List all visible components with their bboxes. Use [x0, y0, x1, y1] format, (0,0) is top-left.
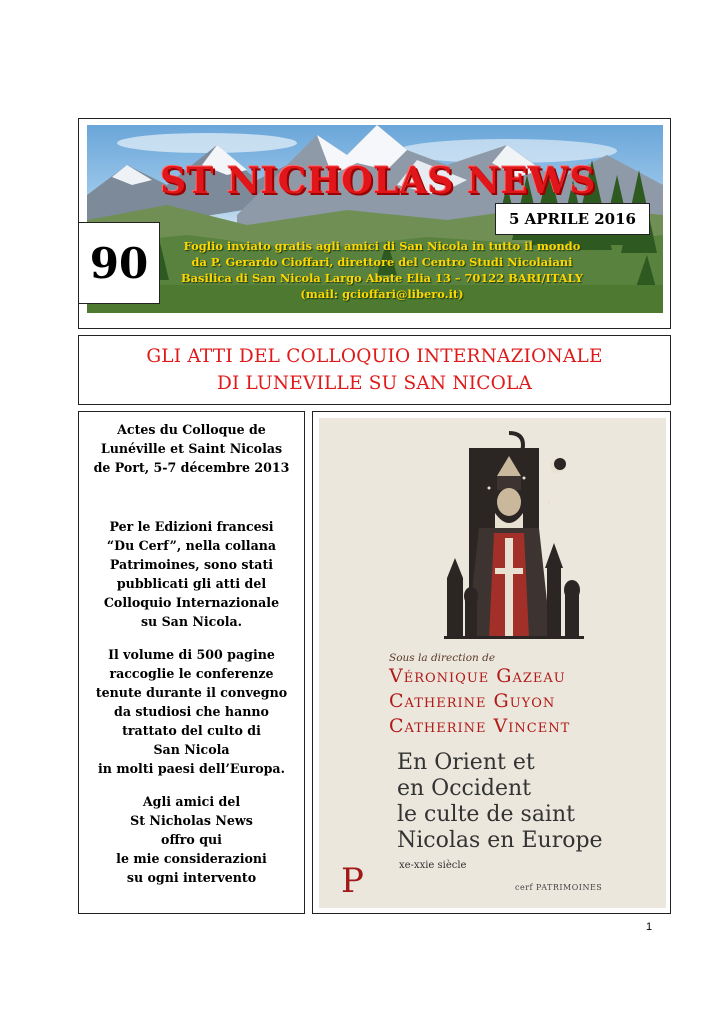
- newsletter-title: ST NICHOLAS NEWS: [160, 160, 596, 202]
- article-paragraph: [79, 517, 304, 631]
- article-text-column: [78, 411, 305, 914]
- text-line: le mie considerazioni: [116, 851, 267, 866]
- publisher-info-line: Foglio inviato gratis agli amici di San Nicola in tutto il mondo: [183, 239, 581, 253]
- text-line: trattato del culto di: [122, 723, 261, 738]
- publisher-info-line: Basilica di San Nicola Largo Abate Elia 13 – 70122 BARI/ITALY: [181, 271, 583, 285]
- headline-line: DI LUNEVILLE SU SAN NICOLA: [216, 373, 533, 394]
- contact-email[interactable]: (mail: gcioffari@libero.it): [300, 287, 464, 301]
- book-editor-name: Catherine Vincent: [389, 715, 571, 737]
- text-line: tenute durante il convegno: [95, 685, 288, 700]
- text-line: St Nicholas News: [130, 813, 253, 828]
- text-line: pubblicati gli atti del: [116, 576, 267, 591]
- issue-number: 90: [78, 222, 160, 304]
- book-cover-image: [319, 418, 666, 908]
- text-line: Per le Edizioni francesi: [109, 519, 274, 534]
- text-line: de Port, 5-7 décembre 2013: [93, 460, 290, 475]
- publisher-info: [162, 238, 602, 302]
- text-line: raccoglie le conferenze: [109, 666, 274, 681]
- text-line: Agli amici del: [142, 794, 241, 809]
- book-title-line: le culte de saint: [397, 802, 575, 827]
- text-line: Actes du Colloque de: [117, 422, 266, 437]
- headline-line: GLI ATTI DEL COLLOQUIO INTERNAZIONALE: [146, 346, 603, 367]
- book-title-line: En Orient et: [397, 750, 535, 775]
- book-editors-label: Sous la direction de: [389, 652, 496, 664]
- book-editor-name: Catherine Guyon: [389, 690, 556, 712]
- publisher-logo-icon: P: [341, 861, 364, 901]
- book-title-line: en Occident: [397, 776, 532, 801]
- article-paragraph: [79, 645, 304, 778]
- text-line: Colloquio Internazionale: [103, 595, 280, 610]
- book-editor-name: Véronique Gazeau: [389, 665, 566, 687]
- book-title-line: Nicolas en Europe: [397, 828, 603, 853]
- text-line: Lunéville et Saint Nicolas: [100, 441, 283, 456]
- issue-date: 5 APRILE 2016: [495, 203, 650, 235]
- text-line: su San Nicola.: [140, 614, 243, 629]
- publisher-info-line: da P. Gerardo Cioffari, direttore del Centro Studi Nicolaiani: [191, 255, 573, 269]
- text-line: San Nicola: [153, 742, 230, 757]
- book-publisher: cerf PATRIMOINES: [515, 883, 603, 892]
- text-line: “Du Cerf”, nella collana: [106, 538, 277, 553]
- text-line: da studiosi che hanno: [114, 704, 269, 719]
- conference-reference: [79, 420, 304, 477]
- book-century-range: xe-xxie siècle: [399, 860, 467, 871]
- text-line: su ogni intervento: [126, 870, 257, 885]
- text-line: Patrimoines, sono stati: [109, 557, 274, 572]
- text-line: Il volume di 500 pagine: [108, 647, 275, 662]
- page-number: 1: [646, 921, 653, 933]
- text-line: offro qui: [161, 832, 222, 847]
- article-headline: [78, 335, 671, 405]
- article-paragraph: [79, 792, 304, 887]
- text-line: in molti paesi dell’Europa.: [98, 761, 285, 776]
